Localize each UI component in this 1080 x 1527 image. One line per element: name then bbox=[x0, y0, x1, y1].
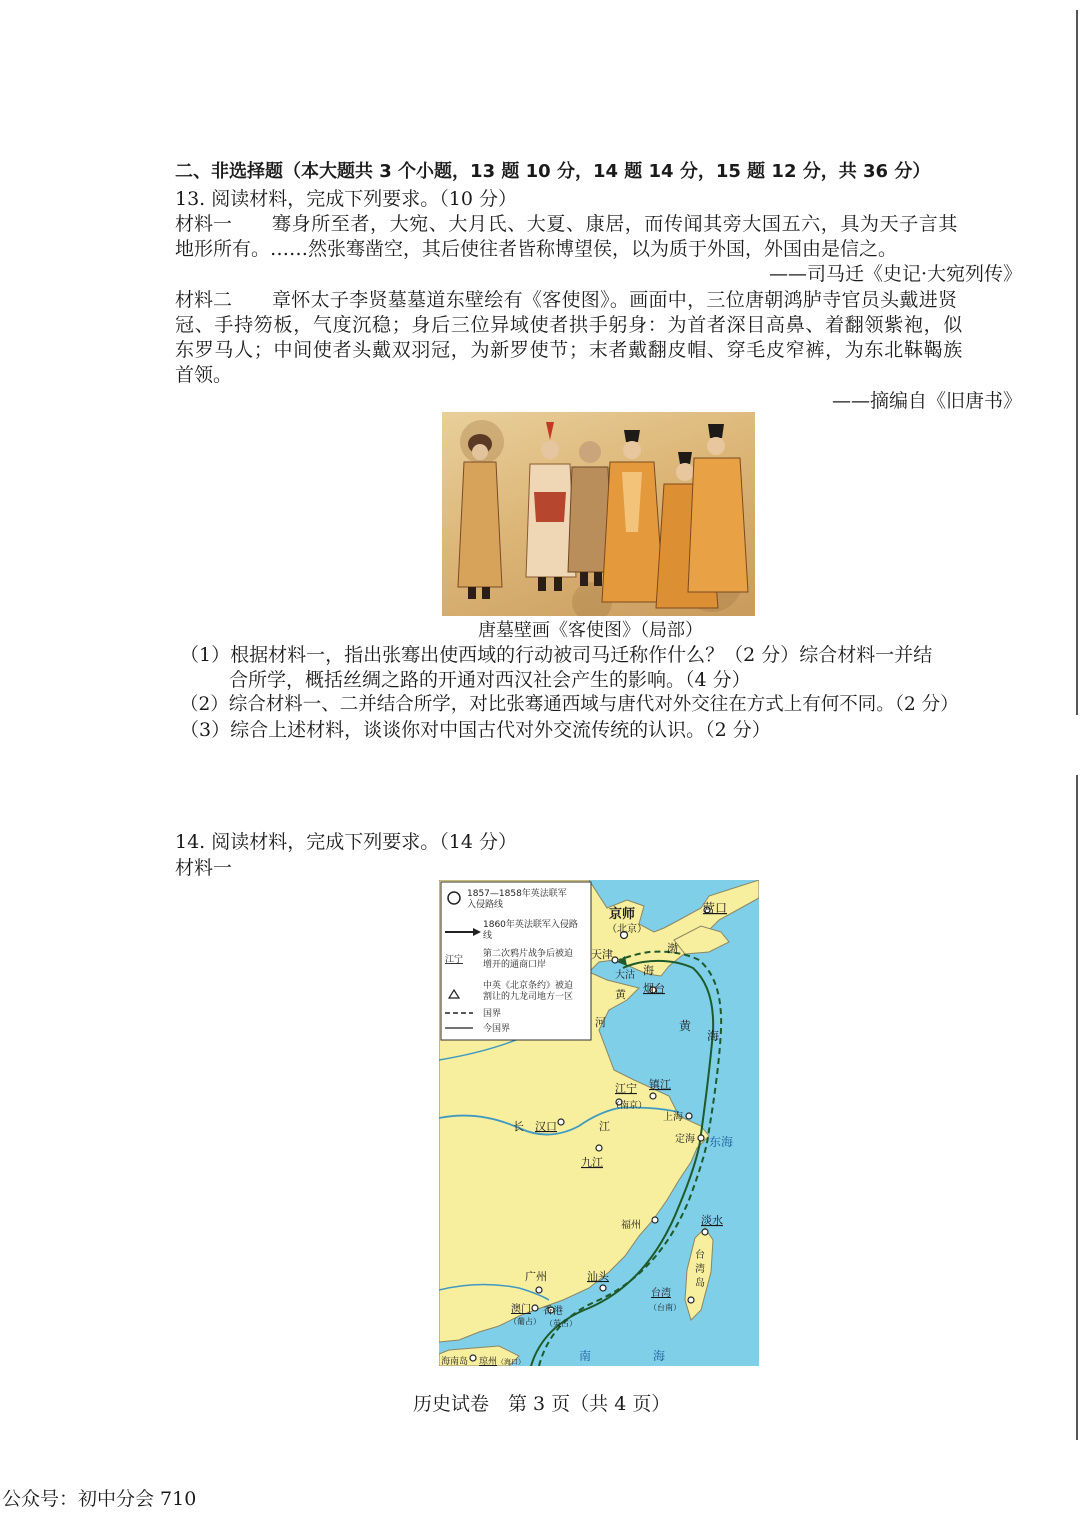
label-yingkou: 营口 bbox=[703, 901, 728, 915]
label-nanhai-nan: 南 bbox=[579, 1349, 592, 1363]
q13-subquestion-2: （2）综合材料一、二并结合所学，对比张骞通西域与唐代对外交往在方式上有何不同。（2 分） bbox=[180, 694, 959, 715]
label-qiongzhou: 琼州 bbox=[479, 1357, 498, 1366]
map-marker-zhenjiang bbox=[650, 1093, 656, 1099]
label-tianjin: 天津 bbox=[591, 948, 613, 961]
q13-material2-line2: 冠、手持笏板，气度沉稳；身后三位异域使者拱手躬身：为首者深目高鼻、着翻领紫袍，似 bbox=[175, 314, 964, 336]
label-he: 河 bbox=[595, 1016, 606, 1029]
label-dagu: 大沽 bbox=[615, 970, 635, 981]
legend-kowloon-line2: 割让的九龙司地方一区 bbox=[483, 992, 574, 1002]
map-marker-qiongzhou bbox=[470, 1355, 476, 1361]
legend-1857-line1: 1857—1858年英法联军 bbox=[467, 889, 567, 899]
label-shanghai: 上海 bbox=[663, 1112, 683, 1123]
q14-title: 14. 阅读材料，完成下列要求。（14 分） bbox=[175, 831, 517, 853]
label-dinghai: 定海 bbox=[675, 1134, 695, 1145]
mural-caption: 唐墓壁画《客使图》（局部） bbox=[478, 620, 703, 641]
label-tainan: （台南） bbox=[649, 1303, 681, 1312]
label-taiwan-island-3: 岛 bbox=[695, 1278, 705, 1289]
q13-material1-source: ——司马迁《史记·大宛列传》 bbox=[768, 263, 1022, 285]
label-nanjing: （南京） bbox=[611, 1101, 648, 1111]
label-huang: 黄 bbox=[615, 988, 626, 1001]
legend-1860-line1: 1860年英法联军入侵路 bbox=[483, 920, 578, 930]
label-jiangning: 江宁 bbox=[615, 1082, 637, 1095]
label-taiwan: 台湾 bbox=[651, 1288, 671, 1299]
label-donghai: 东海 bbox=[709, 1135, 734, 1149]
q13-material2-line1: 章怀太子李贤墓墓道东壁绘有《客使图》。画面中，三位唐朝鸿胪寺官员头戴进贤 bbox=[272, 289, 958, 311]
label-hainan-dao: 海南岛 bbox=[441, 1357, 469, 1366]
q13-subquestion-1-line2: 合所学，概括丝绸之路的开通对西汉社会产生的影响。（4 分） bbox=[229, 669, 751, 691]
map-marker-aomen bbox=[532, 1305, 538, 1311]
label-chang: 长 bbox=[513, 1120, 524, 1133]
map-marker-fuzhou bbox=[652, 1217, 658, 1223]
map-legend bbox=[441, 882, 591, 1040]
mural-figure-6 bbox=[688, 424, 748, 592]
label-yantai: 烟台 bbox=[643, 982, 665, 995]
map-marker-dinghai bbox=[698, 1135, 704, 1141]
legend-1857-line2: 入侵路线 bbox=[467, 900, 504, 910]
map-marker-tainan bbox=[688, 1297, 694, 1303]
watermark: 公众号：初中分会 710 bbox=[2, 1488, 197, 1510]
tang-mural-painting bbox=[442, 412, 755, 616]
label-taiwan-island-1: 台 bbox=[695, 1250, 705, 1261]
label-zhenjiang: 镇江 bbox=[649, 1078, 671, 1091]
q13-material2-line3: 东罗马人；中间使者头戴双羽冠，为新罗使节；末者戴翻皮帽、穿毛皮窄裤，为东北靺鞨族 bbox=[175, 339, 964, 361]
legend-route-1857-icon bbox=[448, 892, 460, 904]
label-putao: （葡占） bbox=[509, 1317, 541, 1326]
q13-material2-line4: 首领。 bbox=[175, 364, 233, 386]
label-jingshi: 京师 bbox=[609, 907, 636, 922]
label-guangzhou: 广州 bbox=[525, 1270, 547, 1283]
legend-kowloon-line1: 中英《北京条约》被迫 bbox=[483, 981, 574, 991]
label-shantou: 汕头 bbox=[587, 1270, 609, 1283]
label-xianggang: 香港 bbox=[543, 1306, 563, 1317]
map-marker-guangzhou bbox=[536, 1287, 542, 1293]
map-marker-shantou bbox=[600, 1285, 606, 1291]
q13-subquestion-3: （3）综合上述材料，谈谈你对中国古代对外交流传统的认识。（2 分） bbox=[180, 719, 771, 741]
map-marker-hankou bbox=[558, 1119, 564, 1125]
q13-material2-label: 材料二 bbox=[175, 289, 233, 311]
q13-material1-line2: 地形所有。……然张骞凿空，其后使往者皆称博望侯，以为质于外国，外国由是信之。 bbox=[175, 238, 898, 260]
legend-port-icon: 江宁 bbox=[445, 955, 464, 965]
label-yinggu: （英占） bbox=[545, 1319, 577, 1328]
label-nanhai-hai: 海 bbox=[653, 1349, 666, 1363]
mural-figure-4 bbox=[602, 430, 664, 602]
label-huanghai-huang: 黄 bbox=[679, 1019, 692, 1033]
q13-title: 13. 阅读材料，完成下列要求。（10 分） bbox=[175, 188, 517, 210]
label-bo: 渤 bbox=[667, 942, 678, 955]
scan-edge-line-bottom bbox=[1076, 775, 1078, 1440]
legend-port-line2: 增开的通商口岸 bbox=[483, 960, 547, 970]
legend-modern-border-label: 今国界 bbox=[483, 1024, 511, 1034]
scan-edge-line-top bbox=[1076, 10, 1078, 715]
q13-subquestion-1-line1: （1）根据材料一，指出张骞出使西域的行动被司马迁称作什么？（2 分）综合材料一并结 bbox=[180, 644, 933, 666]
q13-material2-source: ——摘编自《旧唐书》 bbox=[831, 390, 1022, 412]
section-heading: 二、非选择题（本大题共 3 个小题，13 题 10 分，14 题 14 分，15 题 12 分，共 36 分） bbox=[175, 161, 931, 182]
label-jiujiang: 九江 bbox=[581, 1156, 603, 1169]
q13-material1-label: 材料一 bbox=[175, 213, 233, 235]
label-huanghai-hai: 海 bbox=[707, 1029, 720, 1043]
second-opium-war-map bbox=[439, 880, 759, 1366]
map-marker-danshui bbox=[702, 1229, 708, 1235]
q13-material1-line1: 骞身所至者，大宛、大月氏、大夏、康居，而传闻其旁大国五六，具为天子言其 bbox=[272, 213, 959, 235]
map-marker-jiujiang bbox=[596, 1145, 602, 1151]
mural-figures bbox=[442, 412, 755, 616]
label-taiwan-island-2: 湾 bbox=[695, 1264, 705, 1275]
label-bo-hai: 海 bbox=[643, 964, 654, 977]
map-canvas bbox=[439, 880, 759, 1366]
page-footer: 历史试卷 第 3 页（共 4 页） bbox=[413, 1393, 671, 1415]
label-fuzhou: 福州 bbox=[621, 1220, 641, 1231]
legend-port-line1: 第二次鸦片战争后被迫 bbox=[483, 949, 574, 959]
label-aomen: 澳门 bbox=[511, 1304, 531, 1315]
map-marker-shanghai bbox=[686, 1113, 692, 1119]
legend-border-label: 国界 bbox=[483, 1009, 502, 1019]
label-haikou: （海口） bbox=[497, 1358, 525, 1366]
label-hankou: 汉口 bbox=[535, 1120, 557, 1133]
label-jiang: 江 bbox=[599, 1120, 610, 1133]
legend-1860-line2: 线 bbox=[483, 931, 493, 941]
label-danshui: 淡水 bbox=[701, 1214, 723, 1227]
q14-material1-label: 材料一 bbox=[175, 857, 233, 879]
label-beijing: （北京） bbox=[607, 924, 647, 935]
